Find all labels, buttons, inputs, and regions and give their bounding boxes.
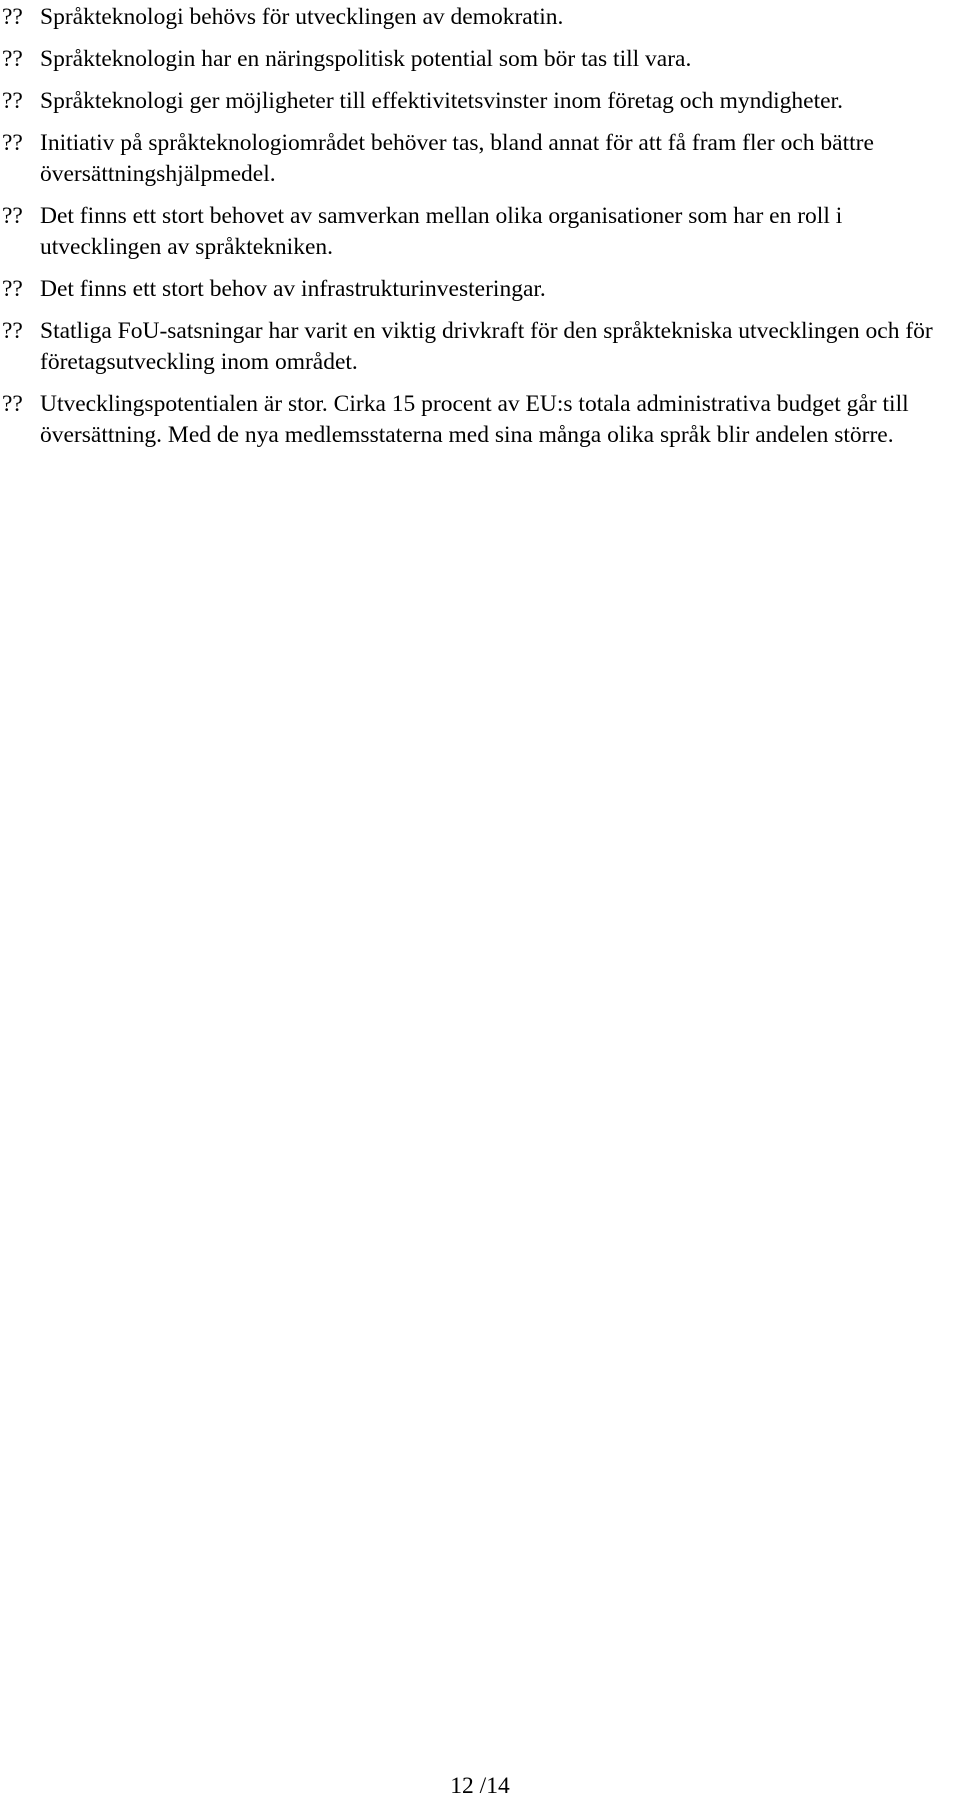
bullet-text: Statliga FoU-satsningar har varit en viktig drivkraft för den språktekniska utvecklingen och för företagsutveckling inom området. [40,318,933,375]
list-item [0,128,960,190]
bullet-text: Utvecklingspotentialen är stor. Cirka 15 procent av EU:s totala administrativa budget går till översättning. Med de nya medlemsstaterna med sina många olika språk blir andelen större. [40,391,909,448]
bullet-marker: ?? [2,318,23,344]
bullet-marker: ?? [2,130,23,156]
bullet-marker: ?? [2,276,23,302]
bullet-list [0,2,960,462]
list-item [0,274,960,305]
bullet-marker: ?? [2,46,23,72]
list-item [0,316,960,378]
list-item [0,389,960,451]
bullet-text: Språkteknologi behövs för utvecklingen av demokratin. [40,4,564,30]
page-number: 12 /14 [450,1773,510,1799]
bullet-text: Det finns ett stort behov av infrastrukturinvesteringar. [40,276,546,302]
bullet-marker: ?? [2,4,23,30]
bullet-marker: ?? [2,88,23,114]
list-item [0,86,960,117]
list-item [0,201,960,263]
bullet-marker: ?? [2,203,23,229]
bullet-marker: ?? [2,391,23,417]
list-item [0,2,960,33]
bullet-text: Initiativ på språkteknologiområdet behöver tas, bland annat för att få fram fler och bättre översättningshjälpmedel. [40,130,874,187]
list-item [0,44,960,75]
bullet-text: Språkteknologi ger möjligheter till effektivitetsvinster inom företag och myndigheter. [40,88,843,114]
bullet-text: Det finns ett stort behovet av samverkan mellan olika organisationer som har en roll i utvecklingen av språktekniken. [40,203,843,260]
bullet-text: Språkteknologin har en näringspolitisk potential som bör tas till vara. [40,46,692,72]
